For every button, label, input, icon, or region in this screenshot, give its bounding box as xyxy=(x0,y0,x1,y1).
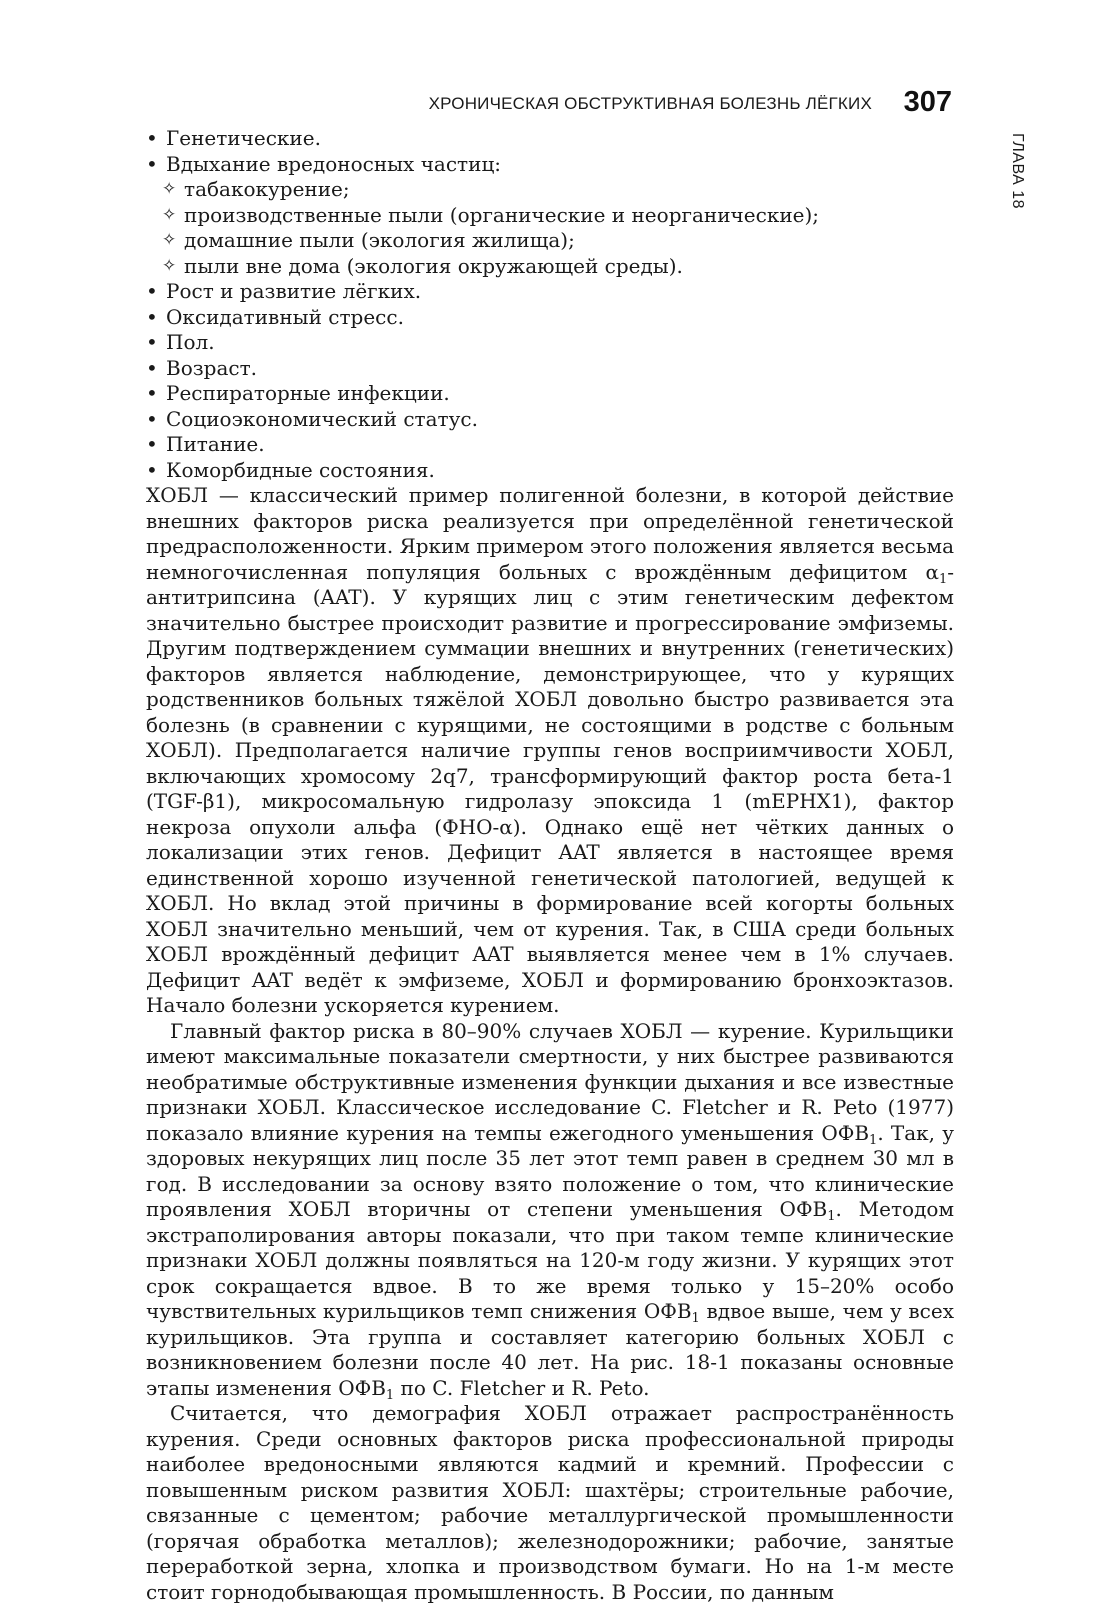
subscript: 1 xyxy=(827,1209,836,1224)
subscript: 1 xyxy=(869,1132,878,1148)
paragraph-text: . Методом экстраполирования авторы показали, что при таком темпе клинические признаки ХОБЛ должны появляться на 120-м году жизни. У курящих этот срок сокращается вдвое. В то же время только у 15–20% особо чувствительных курильщиков темп снижения ОФВ xyxy=(146,1197,954,1323)
paragraph-text: ХОБЛ — классический пример полигенной болезни, в которой действие внешних факторов риска реализуется при определённой генетической предрасположенности. Ярким примером этого положения является весьма немногочисленная популяция больных с врождённым дефицитом α xyxy=(146,483,954,584)
bullet-icon: • xyxy=(146,432,158,456)
list-item xyxy=(146,407,954,433)
running-title: ХРОНИЧЕСКАЯ ОБСТРУКТИВНАЯ БОЛЕЗНЬ ЛЁГКИХ xyxy=(428,94,872,113)
inhalation-sublist xyxy=(146,177,954,279)
list-item-text: Генетические. xyxy=(166,126,321,150)
sublist-item xyxy=(146,254,954,280)
list-item-text: Вдыхание вредоносных частиц: xyxy=(166,151,502,176)
list-item-text: Пол. xyxy=(166,330,215,354)
risk-factor-list xyxy=(146,126,954,483)
list-item-text: Респираторные инфекции. xyxy=(166,381,450,405)
subscript: 1 xyxy=(938,571,948,587)
bullet-icon: • xyxy=(146,381,158,405)
bullet-icon: • xyxy=(146,355,158,380)
bullet-icon: • xyxy=(146,304,158,329)
list-item xyxy=(146,330,954,356)
paragraph-smoking xyxy=(146,1019,954,1402)
list-item xyxy=(146,279,954,305)
sublist-item xyxy=(146,228,954,254)
list-item xyxy=(146,356,954,382)
list-item xyxy=(146,152,954,280)
list-item xyxy=(146,305,954,331)
list-item-text: Коморбидные состояния. xyxy=(166,457,435,482)
list-item xyxy=(146,126,954,152)
bullet-icon: • xyxy=(146,330,158,354)
chapter-tab xyxy=(1004,133,1028,223)
paragraph-text: по C. Fletcher и R. Peto. xyxy=(394,1375,650,1400)
paragraph-text: вдвое выше, чем у всех курильщиков. Эта группа и составляет категорию больных ХОБЛ с возникновением болезни после 40 лет. На рис. 18-1 показаны основные этапы изменения ОФВ xyxy=(146,1299,955,1400)
sublist-item-text: пыли вне дома (экология окружающей среды). xyxy=(184,253,683,278)
list-item-text: Возраст. xyxy=(166,355,257,380)
chapter-label: ГЛАВА 18 xyxy=(1009,133,1026,209)
diamond-icon: ✧ xyxy=(162,230,177,250)
paragraph-text: . Так, у здоровых некурящих лиц после 35 лет этот темп равен в среднем 30 мл в год. В исследовании за основу взято положение о том, что клинические проявления ХОБЛ вторичны от степени уменьшения ОФВ xyxy=(146,1120,954,1221)
page-body xyxy=(146,126,954,1605)
diamond-icon: ✧ xyxy=(162,204,177,225)
diamond-icon: ✧ xyxy=(162,179,177,199)
list-item xyxy=(146,432,954,458)
bullet-icon: • xyxy=(146,457,158,482)
sublist-item-text: табакокурение; xyxy=(184,177,350,201)
subscript: 1 xyxy=(385,1387,395,1403)
paragraph-occupational: Считается, что демография ХОБЛ отражает распространённость курения. Среди основных факторов риска профессиональной природы наиболее вредоносными являются кадмий и кремний. Профессии с повышенным риском развития ХОБЛ: шахтёры; строительные рабочие, связанные с цементом; рабочие металлургической промышленности (горячая обработка металлов); железнодорожники; рабочие, занятые переработкой зерна, хлопка и производством бумаги. Но на 1-м месте стоит горнодобывающая промышленность. В России, по данным xyxy=(146,1401,954,1604)
list-item-text: Рост и развитие лёгких. xyxy=(166,279,422,303)
bullet-icon: • xyxy=(146,406,158,431)
paragraph-text: -антитрипсина (AAT). У курящих лиц с этим генетическим дефектом значительно быстрее происходит развитие и прогрессирование эмфиземы. Другим подтверждением суммации внешних и внутренних (генетических) факторов является наблюдение, демонстрирующее, что у курящих родственников больных тяжёлой ХОБЛ довольно быстро развивается эта болезнь (в сравнении с курящими, не состоящими в родстве с больным ХОБЛ). Предполагается наличие группы генов восприимчивости ХОБЛ, включающих хромосому 2q7, трансформирующий фактор роста бета-1 (TGF-β1), микросомальную гидролазу эпоксида 1 (mEPHX1), фактор некроза опухоли альфа (ФНО-α). Однако ещё нет чётких данных о локализации этих генов. Дефицит AAT является в настоящее время единственной хорошо изученной генетической патологией, ведущей к ХОБЛ. Но вклад этой причины в формирование всей когорты больных ХОБЛ значительно меньший, чем от курения. Так, в США среди больных ХОБЛ врождённый дефицит AAT выявляется менее чем в 1% случаев. Дефицит AAT ведёт к эмфиземе, ХОБЛ и формированию бронхоэктазов. Начало болезни ускоряется курением. xyxy=(146,559,954,1017)
list-item xyxy=(146,381,954,407)
paragraph-text: Главный фактор риска в 80–90% случаев ХОБЛ — курение. Курильщики имеют максимальные показатели смертности, у них быстрее развиваются необратимые обструктивные изменения функции дыхания и все известные признаки ХОБЛ. Классическое исследование C. Fletcher и R. Peto (1977) показало влияние курения на темпы ежегодного уменьшения ОФВ xyxy=(146,1018,954,1145)
subscript: 1 xyxy=(691,1311,700,1326)
page-header xyxy=(428,86,952,126)
list-item-text: Питание. xyxy=(166,432,265,456)
sublist-item-text: производственные пыли (органические и неорганические); xyxy=(184,202,820,227)
bullet-icon: • xyxy=(146,279,158,303)
list-item-text: Оксидативный стресс. xyxy=(166,304,404,329)
paragraph-genetics xyxy=(146,483,954,1019)
list-item-text: Социоэкономический статус. xyxy=(166,406,478,431)
sublist-item xyxy=(146,203,954,229)
sublist-item-text: домашние пыли (экология жилища); xyxy=(184,228,575,252)
page-number: 307 xyxy=(903,86,952,118)
list-item xyxy=(146,458,954,484)
sublist-item xyxy=(146,177,954,203)
bullet-icon: • xyxy=(146,151,158,176)
diamond-icon: ✧ xyxy=(162,255,177,276)
bullet-icon: • xyxy=(146,126,158,150)
